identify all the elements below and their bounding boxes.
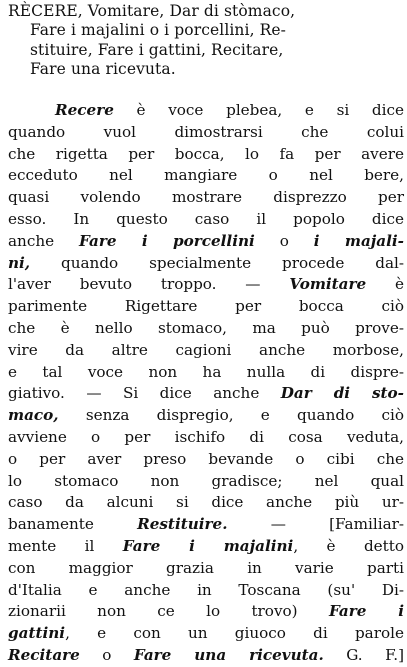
body-line	[8, 558, 404, 580]
body-line	[8, 383, 404, 405]
body-text: l'aver bevuto troppo. —	[8, 275, 290, 294]
italic-term: gattini	[8, 624, 66, 643]
body-text: esso. In questo caso il popolo dice	[8, 209, 404, 228]
body-line	[8, 449, 404, 471]
body-text: è	[366, 275, 404, 294]
body-line	[8, 362, 404, 384]
italic-term: maco,	[8, 406, 59, 425]
heading-line-3: stituire, Fare i gattini, Recitare,	[30, 40, 284, 59]
body-line	[8, 601, 404, 623]
body-text: con maggior grazia in varie parti	[8, 558, 404, 577]
body-text: o	[254, 231, 314, 250]
body-line	[8, 645, 404, 667]
body-line	[8, 405, 404, 427]
body-line	[8, 209, 404, 231]
italic-term: Fare i majalini	[122, 536, 294, 555]
italic-term: ni,	[8, 253, 31, 272]
body-text: quando vuol dimostrarsi che colui	[8, 122, 404, 141]
heading-line-2: Fare i majalini o i porcellini, Re-	[30, 21, 287, 40]
body-line	[8, 514, 404, 536]
italic-term: Dar di sto-	[280, 384, 404, 403]
body-text: — [Familiar-	[227, 515, 405, 534]
body-text: d'Italia e anche in Toscana (su' Di-	[8, 580, 404, 599]
body-text: banamente	[8, 515, 138, 534]
body-text: parimente Rigettare per bocca ciò	[8, 297, 404, 316]
body-line	[8, 274, 404, 296]
body-line	[8, 471, 404, 493]
italic-term: Vomitare	[289, 275, 367, 294]
body-line	[8, 580, 404, 602]
italic-term: Restituire.	[137, 515, 228, 534]
body-text: giativo. — Si dice anche	[8, 384, 281, 403]
body-text: vire da altre cagioni anche morbose,	[8, 340, 404, 359]
body-line	[8, 492, 404, 514]
body-text: caso da alcuni si dice anche più ur-	[8, 493, 404, 512]
body-line	[8, 427, 404, 449]
body-text: quando specialmente procede dal-	[30, 253, 404, 272]
body-text: che rigetta per bocca, lo fa per avere	[8, 144, 404, 163]
body-text: quasi volendo mostrare disprezzo per	[8, 188, 404, 207]
italic-term: Fare una ricevuta.	[133, 645, 324, 664]
entry-heading	[8, 2, 404, 80]
body-line	[8, 144, 404, 166]
italic-term: i majali-	[313, 231, 404, 250]
entry-body	[8, 100, 404, 667]
body-line	[8, 340, 404, 362]
body-text: o	[79, 645, 134, 664]
body-text: e tal voce non ha nulla di dispre-	[8, 362, 404, 381]
body-text: , e con un giuoco di parole	[65, 624, 404, 643]
body-text: , è detto	[293, 536, 404, 555]
heading-line-4: Fare una ricevuta.	[30, 60, 176, 79]
body-text: senza dispregio, e quando ciò	[58, 406, 404, 425]
body-text: che è nello stomaco, ma può prove-	[8, 318, 404, 337]
body-text: è voce plebea, e si dice	[113, 101, 404, 119]
italic-term: Fare i	[328, 602, 404, 621]
body-text: zionarii non ce lo trovo)	[8, 602, 329, 621]
body-line	[8, 536, 404, 558]
body-line	[8, 296, 404, 318]
body-text: o per aver preso bevande o cibi che	[8, 449, 404, 468]
body-line	[8, 253, 404, 275]
body-text: mente il	[8, 536, 123, 555]
body-line	[8, 187, 404, 209]
body-line	[8, 165, 404, 187]
italic-term: Recere	[55, 101, 114, 119]
body-line	[8, 122, 404, 144]
heading-line-1: RÈCERE, Vomitare, Dar di stòmaco,	[8, 2, 296, 20]
body-line	[8, 231, 404, 253]
body-text: G. F.]	[323, 645, 404, 664]
body-text: lo stomaco non gradisce; nel qual	[8, 471, 404, 490]
body-line	[8, 623, 404, 645]
body-text: ecceduto nel mangiare o nel bere,	[8, 166, 404, 185]
body-text: avviene o per ischifo di cosa veduta,	[8, 427, 404, 446]
body-line	[8, 100, 404, 122]
italic-term: Fare i porcellini	[79, 231, 255, 250]
body-line	[8, 318, 404, 340]
body-text: anche	[8, 231, 80, 250]
italic-term: Recitare	[8, 645, 80, 664]
